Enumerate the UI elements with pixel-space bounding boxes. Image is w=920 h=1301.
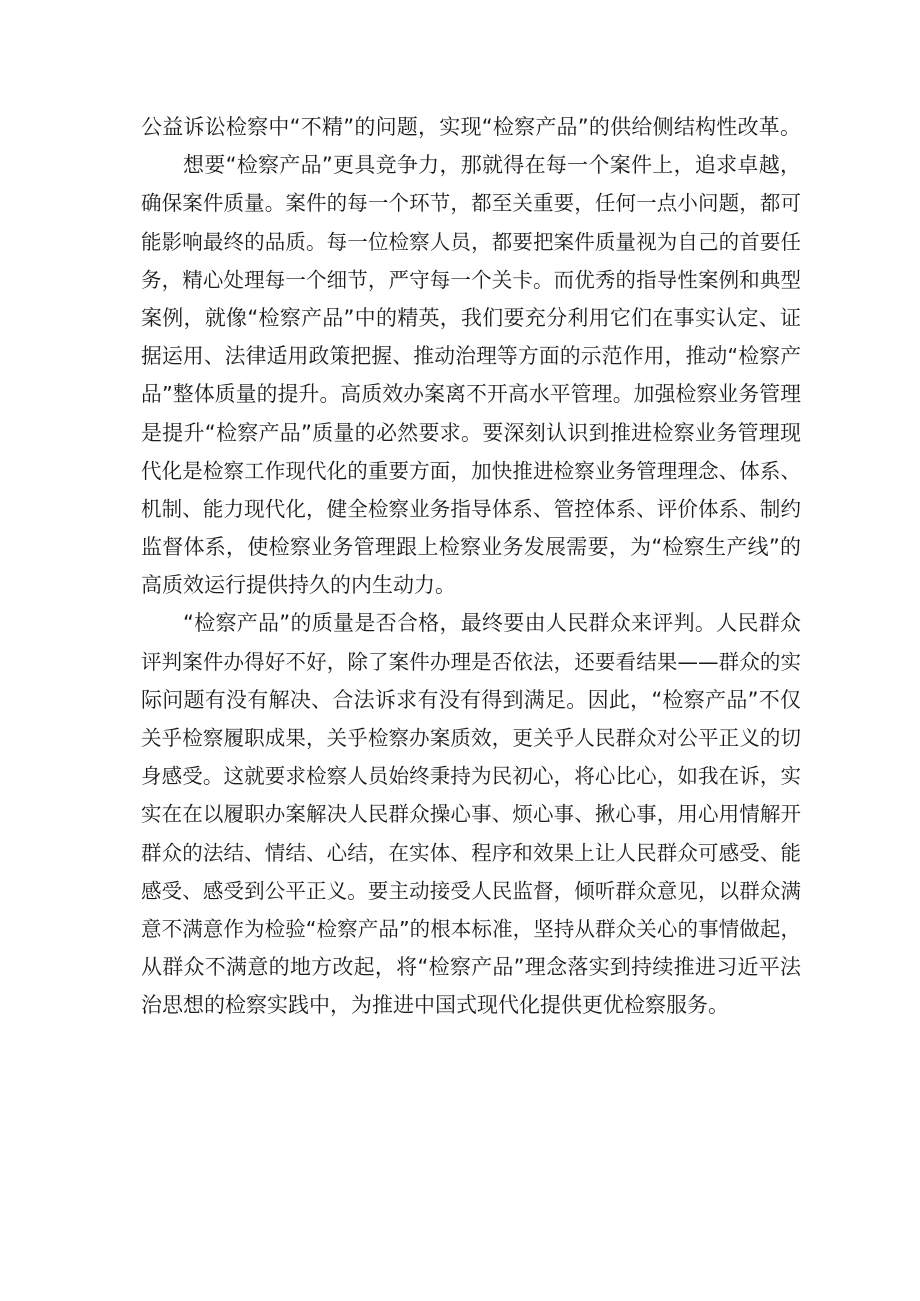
text-line: 评判案件办得好不好，除了案件办理是否依法，还要看结果——群众的实 [141, 649, 801, 674]
text-line: 意不满意作为检验“检察产品”的根本标准，坚持从群众关心的事情做起， [141, 916, 801, 941]
text-line: 想要“检察产品”更具竞争力，那就得在每一个案件上，追求卓越， [183, 153, 801, 178]
text-line: 是提升“检察产品”质量的必然要求。要深刻认识到推进检察业务管理现 [141, 420, 801, 445]
text-line: 务，精心处理每一个细节，严守每一个关卡。而优秀的指导性案例和典型 [141, 267, 801, 292]
text-line: 监督体系，使检察业务管理跟上检察业务发展需要，为“检察生产线”的 [141, 535, 801, 560]
text-line: 身感受。这就要求检察人员始终秉持为民初心，将心比心，如我在诉，实 [141, 764, 801, 789]
text-line: 高质效运行提供持久的内生动力。 [141, 573, 456, 598]
text-line: 关乎检察履职成果，关乎检察办案质效，更关乎人民群众对公平正义的切 [141, 726, 801, 750]
text-line: 群众的法结、情结、心结，在实体、程序和效果上让人民群众可感受、能 [141, 840, 801, 865]
text-line: 实在在以履职办案解决人民群众操心事、烦心事、揪心事，用心用情解开 [141, 802, 801, 827]
paragraph-3 [141, 604, 801, 1024]
text-line: 感受、感受到公平正义。要主动接受人民监督，倾听群众意见，以群众满 [141, 878, 801, 903]
text-line: 代化是检察工作现代化的重要方面，加快推进检察业务管理理念、体系、 [141, 458, 801, 483]
paragraph-2 [141, 146, 801, 604]
text-line: 品”整体质量的提升。高质效办案离不开高水平管理。加强检察业务管理 [141, 382, 801, 407]
text-line: 治思想的检察实践中，为推进中国式现代化提供更优检察服务。 [141, 993, 729, 1018]
text-line: 案例，就像“检察产品”中的精英，我们要充分利用它们在事实认定、证 [141, 305, 801, 330]
document-body [141, 108, 801, 1025]
text-line: 公益诉讼检察中“不精”的问题，实现“检察产品”的供给侧结构性改革。 [141, 115, 801, 139]
paragraph-1 [141, 108, 801, 146]
text-line: 从群众不满意的地方改起，将“检察产品”理念落实到持续推进习近平法 [141, 955, 801, 980]
text-line: 机制、能力现代化，健全检察业务指导体系、管控体系、评价体系、制约 [141, 496, 801, 521]
text-line: 据运用、法律适用政策把握、推动治理等方面的示范作用，推动“检察产 [141, 344, 801, 369]
text-line: 际问题有没有解决、合法诉求有没有得到满足。因此，“检察产品”不仅 [141, 687, 801, 712]
text-line: 能影响最终的品质。每一位检察人员，都要把案件质量视为自己的首要任 [141, 229, 801, 254]
text-line: 确保案件质量。案件的每一个环节，都至关重要，任何一点小问题，都可 [141, 191, 801, 216]
text-line: “检察产品”的质量是否合格，最终要由人民群众来评判。人民群众 [183, 611, 801, 636]
